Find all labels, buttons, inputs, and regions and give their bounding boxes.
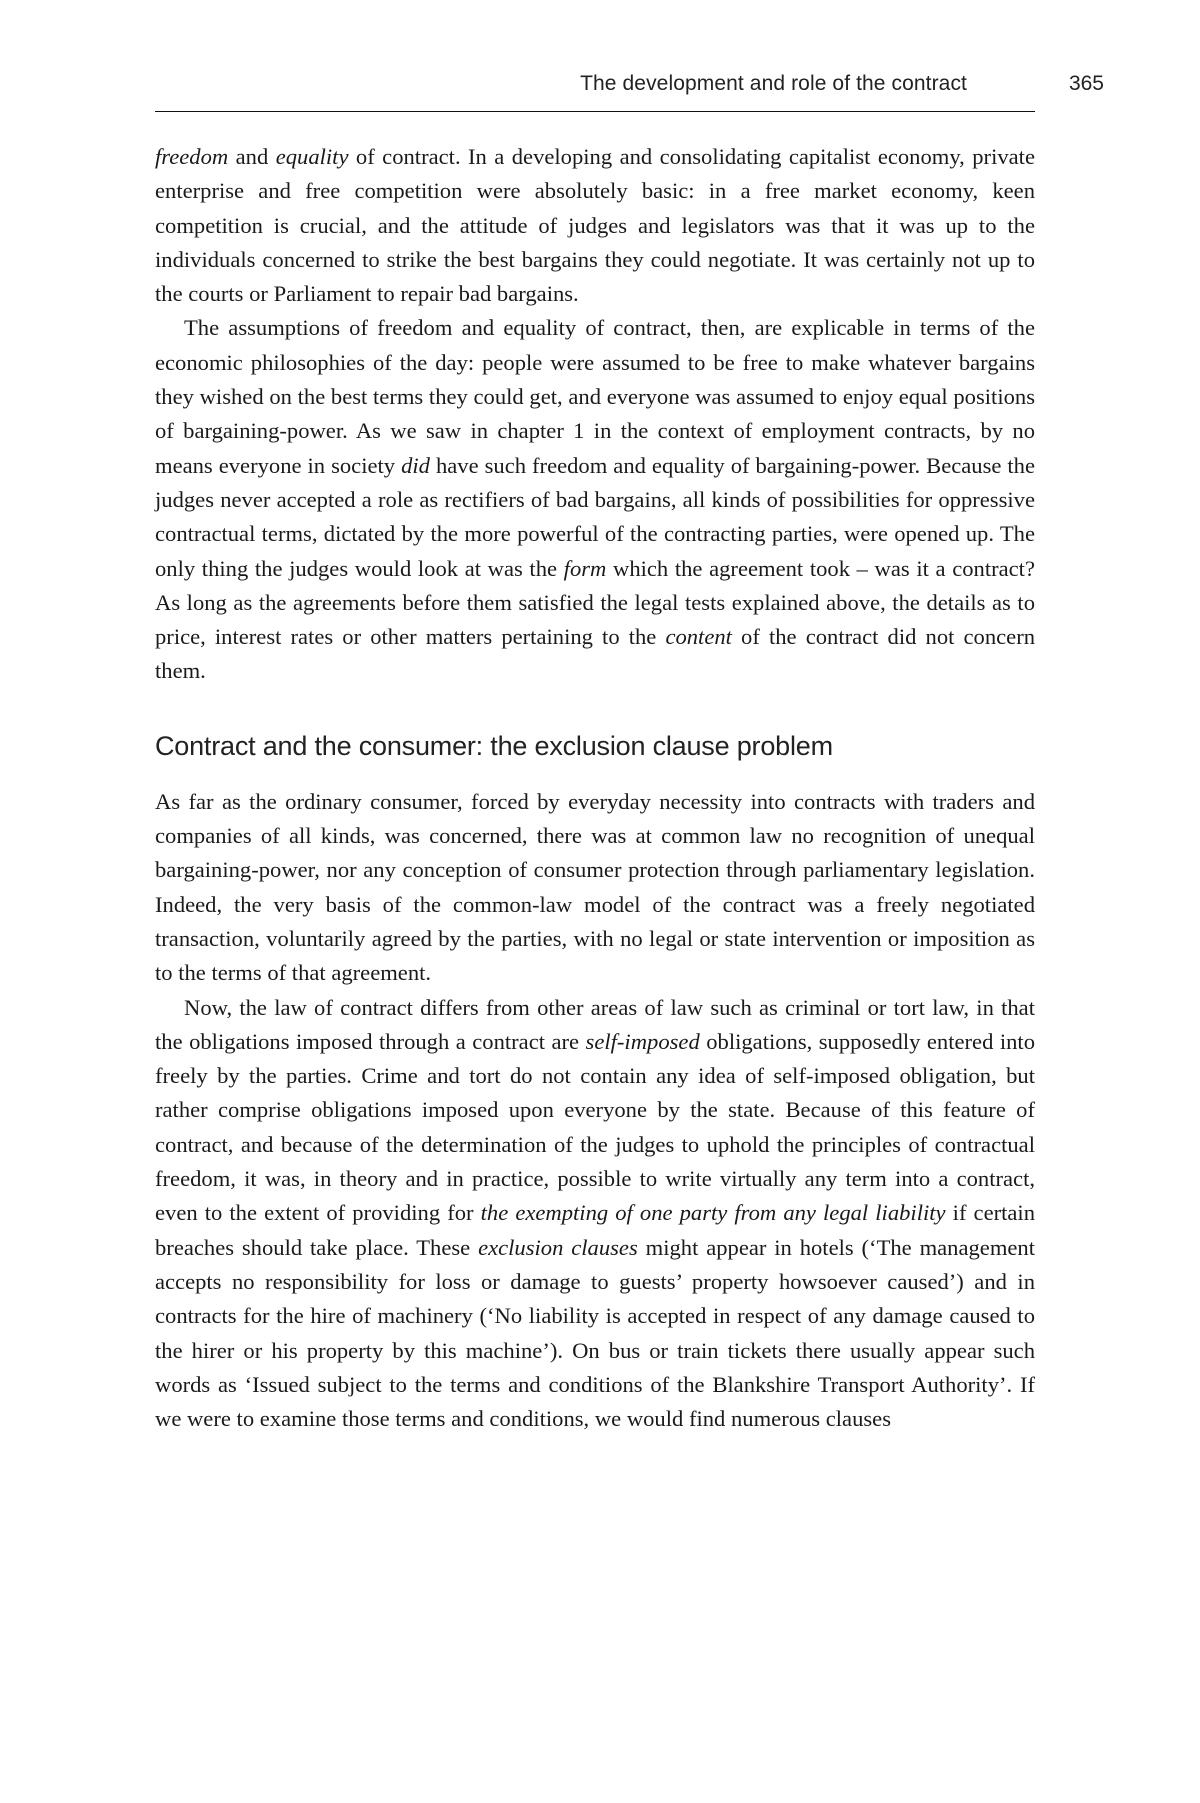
text-run: Now, the law of contract differs from other areas of law such as criminal or tort law, in that the obligations imposed through a contract are xyxy=(155,994,1035,1054)
italic-term: exclusion clauses xyxy=(478,1234,638,1260)
text-run: have such freedom and equality of bargaining-power. Because the judges never accepted a role as rectifiers of bad bargains, all kinds of possibilities for oppressive contractual terms, dictated by the more powerful of the contracting parties, were opened up. The only thing the judges would look at was the xyxy=(155,452,1035,581)
text-run: The assumptions of freedom and equality of contract, then, are explicable in terms of the economic philosophies of the day: people were assumed to be free to make whatever bargains they wished on the best terms they could get, and everyone was assumed to enjoy equal positions of bargaining-power. As we saw in chapter 1 in the context of employment contracts, by no means everyone in society xyxy=(155,315,1035,478)
text-run: of the contract did not concern them. xyxy=(155,624,1036,684)
italic-term: the exempting of one party from any legal liability xyxy=(480,1200,946,1226)
text-run: of contract. In a developing and consolidating capitalist economy, private enterprise and free competition were absolutely basic: in a free market economy, keen competition is crucial, and the attitude of judges and legislators was that it was up to the individuals concerned to strike the best bargains they could negotiate. It was certainly not up to the courts or Parliament to repair bad bargains. xyxy=(155,144,1035,307)
paragraph-3: As far as the ordinary consumer, forced by everyday necessity into contracts with traders and companies of all kinds, was concerned, there was at common law no recognition of unequal bargaining-power, nor any conception of consumer protection through parliamentary legislation. Indeed, the very basis of the common-law model of the contract was a freely negotiated transaction, voluntarily agreed by the parties, with no legal or state intervention or imposition as to the terms of that agreement. xyxy=(155,788,1035,986)
text-run: might appear in hotels (‘The management accepts no responsibility for loss or damage to guests’ property howsoever caused’) and in contracts for the hire of machinery (‘No liability is accepted in respect of any damage caused to the hirer or his property by this machine’). On bus or train tickets there usually appear such words as ‘Issued subject to the terms and conditions of the Blankshire Transport Authority’. If we were to examine those terms and conditions, we would find numerous clauses xyxy=(155,1234,1036,1432)
running-head-title: The development and role of the contract xyxy=(580,72,967,95)
italic-term: self-imposed xyxy=(585,1028,700,1054)
italic-term: freedom xyxy=(155,144,229,169)
book-page xyxy=(155,0,1104,1803)
paragraph-1 xyxy=(155,140,1035,311)
text-run: and xyxy=(228,144,276,169)
body-text xyxy=(155,140,1035,1436)
paragraph-4 xyxy=(155,991,1035,1437)
text-run: obligations, supposedly entered into freely by the parties. Crime and tort do not contain any idea of self-imposed obligation, but rather comprise obligations imposed upon everyone by the state. Because of this feature of contract, and because of the determination of the judges to uphold the principles of contractual freedom, it was, in theory and in practice, possible to write virtually any term into a contract, even to the extent of providing for xyxy=(155,1028,1035,1226)
section-heading: Contract and the consumer: the exclusion clause problem xyxy=(155,730,833,761)
paragraph-2 xyxy=(155,311,1035,688)
running-head xyxy=(155,72,1104,104)
italic-term: equality xyxy=(275,144,349,169)
text-run: if certain breaches should take place. These xyxy=(155,1200,1036,1260)
page-number: 365 xyxy=(1068,72,1104,95)
italic-term: form xyxy=(563,555,607,581)
italic-term: did xyxy=(401,452,430,478)
italic-term: content xyxy=(665,624,732,650)
text-run: which the agreement took – was it a contract? As long as the agreements before them satisfied the legal tests explained above, the details as to price, interest rates or other matters pertaining to the xyxy=(155,555,1035,650)
header-rule xyxy=(155,111,1035,112)
